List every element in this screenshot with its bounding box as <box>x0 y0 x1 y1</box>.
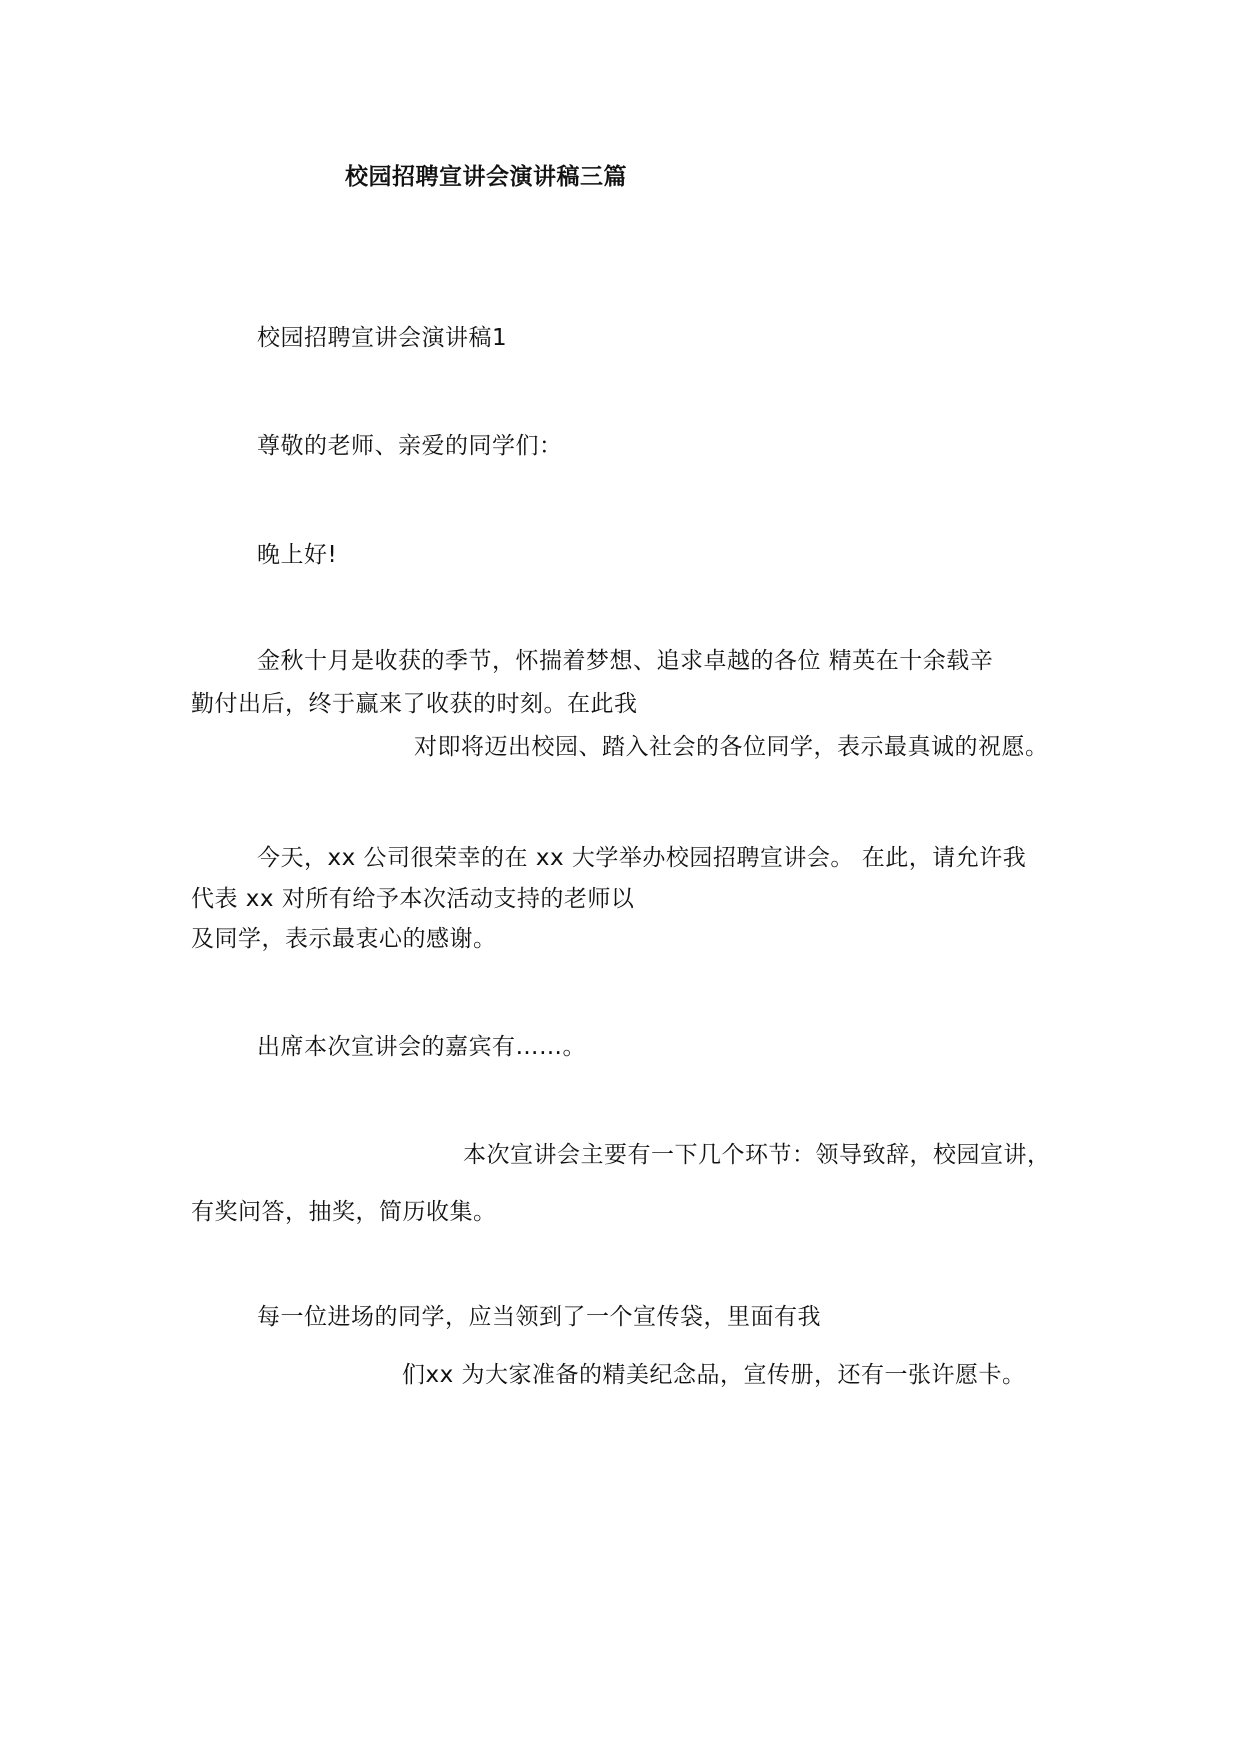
paragraph-5-line-2: 们xx 为大家准备的精美纪念品，宣传册，还有一张许愿卡。 <box>402 1362 1026 1388</box>
paragraph-2-line-1: 今天，xx 公司很荣幸的在 xx 大学举办校园招聘宣讲会。 在此，请允许我 <box>257 845 1027 871</box>
paragraph-4-line-2: 有奖问答，抽奖，简历收集。 <box>191 1199 497 1225</box>
paragraph-5-line-1: 每一位进场的同学，应当领到了一个宣传袋，里面有我 <box>257 1304 821 1330</box>
hello-line: 晚上好! <box>257 542 338 568</box>
paragraph-4-line-1: 本次宣讲会主要有一下几个环节：领导致辞，校园宣讲， <box>463 1142 1051 1168</box>
paragraph-1-line-3: 对即将迈出校园、踏入社会的各位同学，表示最真诚的祝愿。 <box>414 734 1049 760</box>
section-subtitle: 校园招聘宣讲会演讲稿1 <box>257 325 508 351</box>
paragraph-2-line-3: 及同学，表示最衷心的感谢。 <box>191 926 497 952</box>
paragraph-3-line-1: 出席本次宣讲会的嘉宾有……。 <box>257 1034 586 1060</box>
paragraph-1-line-1: 金秋十月是收获的季节，怀揣着梦想、追求卓越的各位 精英在十余载辛 <box>257 648 994 674</box>
greeting-line: 尊敬的老师、亲爱的同学们： <box>257 433 563 459</box>
document-title: 校园招聘宣讲会演讲稿三篇 <box>345 164 627 190</box>
paragraph-1-line-2: 勤付出后，终于赢来了收获的时刻。在此我 <box>191 691 638 717</box>
paragraph-2-line-2: 代表 xx 对所有给予本次活动支持的老师以 <box>191 886 635 912</box>
